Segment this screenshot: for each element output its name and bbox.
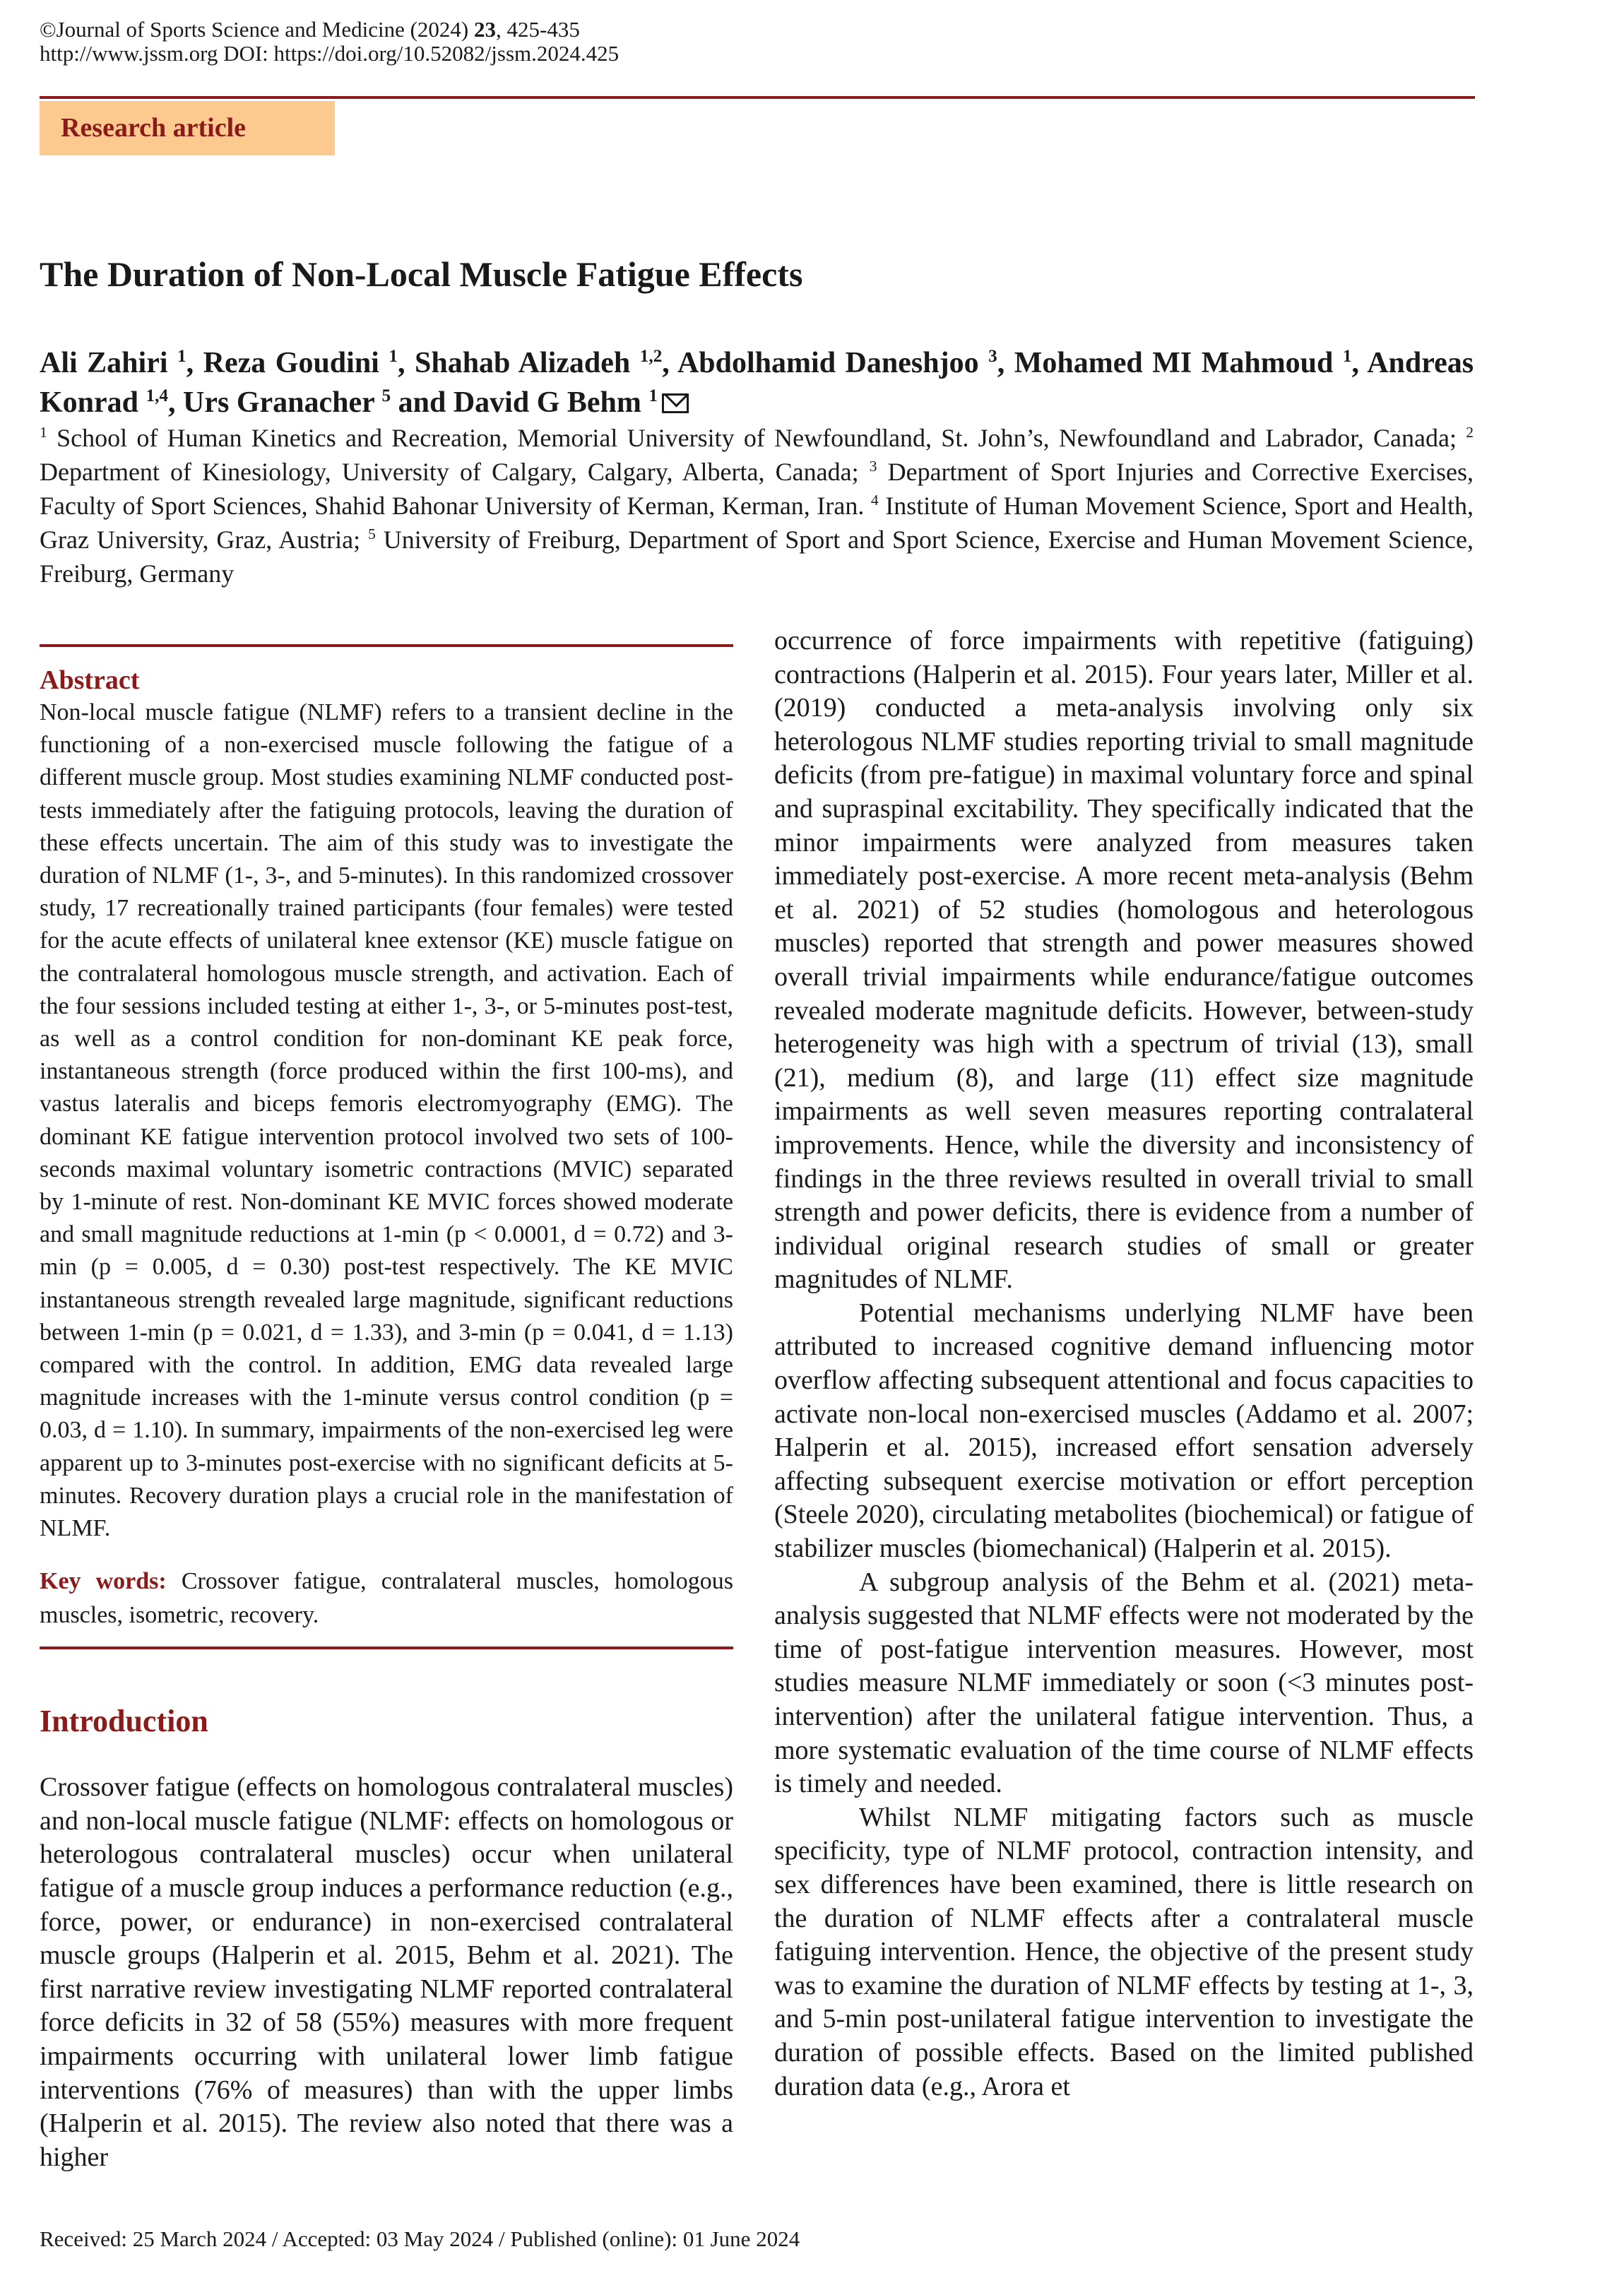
keywords: [40, 1565, 733, 1632]
affiliation-text: Institute of Human Movement Science, Sport and Health, Graz University, Graz, Austria;: [40, 492, 1474, 554]
article-title: The Duration of Non-Local Muscle Fatigue Effects: [40, 254, 803, 294]
right-column: [774, 624, 1474, 2104]
body-paragraph: Potential mechanisms underlying NLMF have been attributed to increased cognitive demand influencing motor overflow affecting subsequent attentional and focus capacities to activate non-local non-exercised muscles (Addamo et al. 2007; Halperin et al. 2015), increased effort sensation adversely affecting subsequent exercise motivation or effort perception (Steele 2020), circulating metabolites (biochemical) or fatigue of stabilizer muscles (biomechanical) (Halperin et al. 2015).: [774, 1298, 1474, 1564]
header-divider: [40, 96, 1475, 99]
author-name: Mohamed MI Mahmoud: [1014, 347, 1334, 379]
author-name: Reza Goudini: [203, 347, 379, 379]
abstract-heading: Abstract: [40, 665, 140, 695]
affiliation-number: 4: [870, 492, 879, 509]
article-type-badge: Research article: [40, 101, 335, 155]
affiliation-text: Department of Kinesiology, University of Calgary, Calgary, Alberta, Canada;: [40, 458, 859, 486]
journal-prefix: ©Journal of Sports Science and Medicine (2024): [40, 17, 474, 42]
abstract-bottom-divider: [40, 1647, 733, 1649]
author-name: Andreas Konrad: [40, 347, 1474, 419]
introduction-paragraph: Crossover fatigue (effects on homologous contralateral muscles) and non-local muscle fatigue (NLMF: effects on homologous or heterologous contralateral muscles) occur when unilateral fatigue of a muscle group induces a performance reduction (e.g., force, power, or endurance) in non-exercised contralateral muscle groups (Halperin et al. 2015, Behm et al. 2021). The first narrative review investigating NLMF reported contralateral force deficits in 32 of 58 (55%) measures with more frequent impairments occurring with unilateral lower limb fatigue interventions (76% of measures) than with the upper limbs (Halperin et al. 2015). The review also noted that there was a higher: [40, 1772, 733, 2172]
affiliation-number: 5: [368, 526, 376, 542]
journal-pages: , 425-435: [496, 17, 580, 42]
envelope-icon[interactable]: [662, 393, 689, 413]
affiliation-number: 3: [869, 458, 877, 475]
keywords-label: Key words:: [40, 1568, 167, 1595]
journal-volume: 23: [474, 17, 496, 42]
author-affiliation: 1,2: [639, 347, 663, 366]
abstract-top-divider: [40, 644, 733, 647]
author-affiliation: 1: [1342, 347, 1352, 366]
affiliation-text: Department of Sport Injuries and Corrective Exercises, Faculty of Sport Sciences, Shahid Bahonar University of Kerman, Kerman, Iran.: [40, 458, 1474, 520]
author-name: Urs Granacher: [183, 386, 375, 419]
affiliation-text: School of Human Kinetics and Recreation, Memorial University of Newfoundland, St. John’s, Newfoundland and Labrador, Canada;: [57, 424, 1457, 452]
author-affiliation: 3: [988, 347, 997, 366]
body-paragraph: Whilst NLMF mitigating factors such as muscle specificity, type of NLMF protocol, contraction intensity, and sex differences have been examined, there is little research on the duration of NLMF effects after a contralateral muscle fatiguing intervention. Hence, the objective of the present study was to examine the duration of NLMF effects by testing at 1-, 3, and 5-min post-unilateral fatigue intervention to investigate the duration of possible effects. Based on the limited published duration data (e.g., Arora et: [774, 1802, 1474, 2101]
author-name: Abdolhamid Daneshjoo: [677, 347, 979, 379]
affiliation-number: 2: [1466, 424, 1474, 441]
author-affiliation: 1: [648, 386, 658, 405]
author-name: David G Behm: [453, 386, 641, 419]
author-affiliation: 5: [381, 386, 391, 405]
abstract-text: Non-local muscle fatigue (NLMF) refers to a transient decline in the functioning of a non-exercised muscle following the fatigue of a different muscle group. Most studies examining NLMF conducted post-tests immediately after the fatiguing protocols, leaving the duration of these effects uncertain. The aim of this study was to investigate the duration of NLMF (1-, 3-, and 5-minutes). In this randomized crossover study, 17 recreationally trained participants (four females) were tested for the acute effects of unilateral knee extensor (KE) muscle fatigue on the contralateral homologous muscle strength, and activation. Each of the four sessions included testing at either 1-, 3-, or 5-minutes post-test, as well as a control condition for non-dominant KE peak force, instantaneous strength (force produced within the first 100-ms), and vastus lateralis and biceps femoris electromyography (EMG). The dominant KE fatigue intervention protocol involved two sets of 100-seconds maximal voluntary isometric contractions (MVIC) separated by 1-minute of rest. Non-dominant KE MVIC forces showed moderate and small magnitude reductions at 1-min (p < 0.0001, d = 0.72) and 3-min (p = 0.005, d = 0.30) post-test respectively. The KE MVIC instantaneous strength revealed large magnitude, significant reductions between 1-min (p = 0.021, d = 1.33), and 3-min (p = 0.041, d = 1.13) compared with the control. In addition, EMG data revealed large magnitude increases with the 1-minute versus control condition (p = 0.03, d = 1.10). In summary, impairments of the non-exercised leg were apparent up to 3-minutes post-exercise with no significant deficits at 5-minutes. Recovery duration plays a crucial role in the manifestation of NLMF.: [40, 699, 733, 1542]
author-affiliation: 1: [177, 347, 186, 366]
affiliations: [40, 421, 1474, 591]
authors-conjunction: and: [398, 386, 446, 419]
left-column: [40, 644, 733, 2174]
author-list: Ali Zahiri $^1$, Reza Goudini $^1$, Shahab Alizadeh $^{1,2}$, Abdolhamid Daneshjoo $^3$, Mohamed MI Mahmoud $^1$, Andreas Konrad $^{1,4}$, Urs Granacher $^5$ and David G Behm $^1$: [40, 347, 1474, 419]
affiliation-number: 1: [40, 424, 47, 441]
author-affiliation: 1,4: [146, 386, 169, 405]
affiliation-text: University of Freiburg, Department of Sport and Sport Science, Exercise and Human Movement Science, Freiburg, Germany: [40, 526, 1474, 588]
publication-dates: Received: 25 March 2024 / Accepted: 03 May 2024 / Published (online): 01 June 2024: [40, 2226, 800, 2251]
author-name: Shahab Alizadeh: [414, 347, 631, 379]
introduction-heading: Introduction: [40, 1704, 208, 1739]
author-affiliation: 1: [389, 347, 398, 366]
keywords-text: Crossover fatigue, contralateral muscles, homologous muscles, isometric, recovery.: [40, 1568, 733, 1629]
body-paragraph: occurrence of force impairments with repetitive (fatiguing) contractions (Halperin et al. 2015). Four years later, Miller et al. (2019) conducted a meta-analysis involving only six heterologous NLMF studies reporting trivial to small magnitude deficits (from pre-fatigue) in maximal voluntary force and spinal and supraspinal excitability. They specifically indicated that the minor impairments were analyzed from measures taken immediately post-exercise. A more recent meta-analysis (Behm et al. 2021) of 52 studies (homologous and heterologous muscles) reported that strength and power measures showed overall trivial impairments while endurance/fatigue outcomes revealed moderate magnitude deficits. However, between-study heterogeneity was high with a spectrum of trivial (13), small (21), medium (8), and large (11) effect size magnitude impairments as well seven measures reporting contralateral improvements. Hence, while the diversity and inconsistency of findings in the three reviews resulted in overall trivial to small strength and power deficits, there is evidence from a number of individual original research studies of small or greater magnitudes of NLMF.: [774, 626, 1474, 1295]
doi-line[interactable]: http://www.jssm.org DOI: https://doi.org/10.52082/jssm.2024.425: [40, 41, 620, 66]
body-paragraph: A subgroup analysis of the Behm et al. (2021) meta-analysis suggested that NLMF effects were not moderated by the time of post-fatigue intervention measures. However, most studies measure NLMF immediately or soon (<3 minutes post-intervention) after the unilateral fatigue intervention. Thus, a more systematic evaluation of the time course of NLMF effects is timely and needed.: [774, 1567, 1474, 1799]
author-name: Ali Zahiri: [40, 347, 168, 379]
